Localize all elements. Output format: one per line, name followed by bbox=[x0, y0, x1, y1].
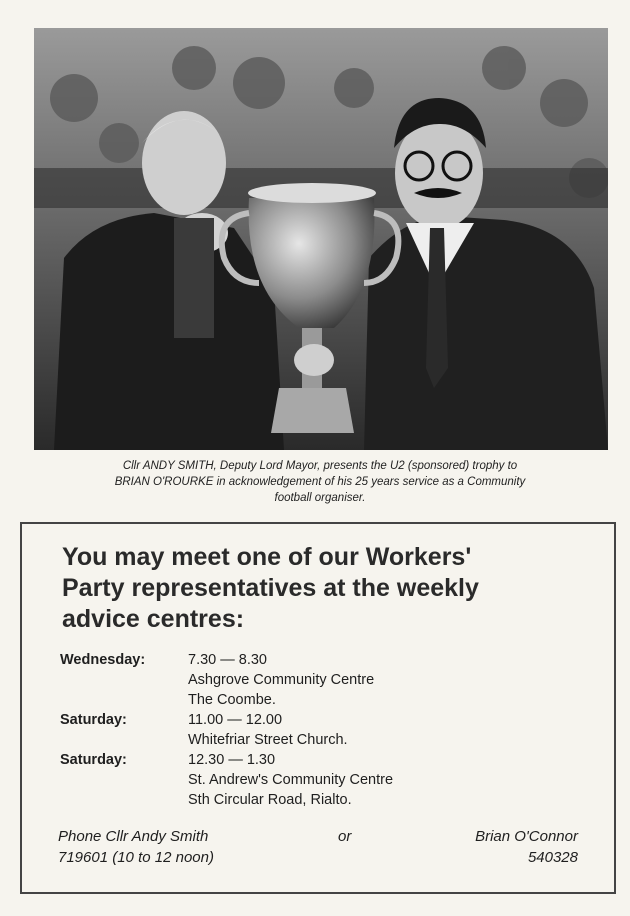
advice-centres-box bbox=[20, 522, 616, 894]
schedule-place: St. Andrew's Community Centre bbox=[188, 772, 394, 788]
schedule-day: Saturday: bbox=[60, 712, 127, 728]
trophy-presentation-photo bbox=[34, 28, 608, 450]
contact-right-line-1: Brian O'Connor bbox=[475, 828, 578, 845]
schedule-place: Whitefriar Street Church. bbox=[188, 732, 348, 748]
advice-headline bbox=[62, 542, 602, 635]
caption-line-2: BRIAN O'ROURKE in acknowledgement of his 25 years service as a Community bbox=[114, 476, 526, 488]
contact-or: or bbox=[338, 828, 352, 845]
schedule-details bbox=[188, 650, 580, 710]
schedule-row bbox=[60, 710, 580, 750]
contact-right-line-2: 540328 bbox=[527, 849, 578, 866]
contact-andy-smith bbox=[58, 826, 214, 868]
schedule-time: 7.30 — 8.30 bbox=[188, 652, 267, 668]
contact-left-line-2: 719601 (10 to 12 noon) bbox=[58, 849, 214, 866]
schedule-time: 12.30 — 1.30 bbox=[188, 752, 276, 768]
contact-info bbox=[58, 826, 578, 870]
schedule-details bbox=[188, 710, 580, 750]
schedule-place: Ashgrove Community Centre bbox=[188, 672, 375, 688]
headline-line-2: Party representatives at the weekly bbox=[62, 574, 479, 602]
caption-line-1: Cllr ANDY SMITH, Deputy Lord Mayor, presents the U2 (sponsored) trophy to bbox=[122, 460, 518, 472]
schedule-row bbox=[60, 650, 580, 710]
schedule-row bbox=[60, 750, 580, 810]
schedule-place: Sth Circular Road, Rialto. bbox=[188, 792, 352, 808]
photo-illustration bbox=[34, 28, 608, 450]
headline-line-1: You may meet one of our Workers' bbox=[62, 543, 472, 571]
caption-line-3: football organiser. bbox=[274, 492, 366, 504]
schedule-time: 11.00 — 12.00 bbox=[188, 712, 283, 728]
contact-brian-oconnor bbox=[475, 826, 578, 868]
schedule-day: Wednesday: bbox=[60, 652, 146, 668]
advice-schedule bbox=[60, 650, 580, 810]
schedule-day: Saturday: bbox=[60, 752, 127, 768]
headline-line-3: advice centres: bbox=[62, 605, 245, 633]
schedule-details bbox=[188, 750, 580, 810]
photo-caption bbox=[40, 458, 600, 506]
schedule-place: The Coombe. bbox=[188, 692, 276, 708]
contact-left-line-1: Phone Cllr Andy Smith bbox=[58, 828, 209, 845]
